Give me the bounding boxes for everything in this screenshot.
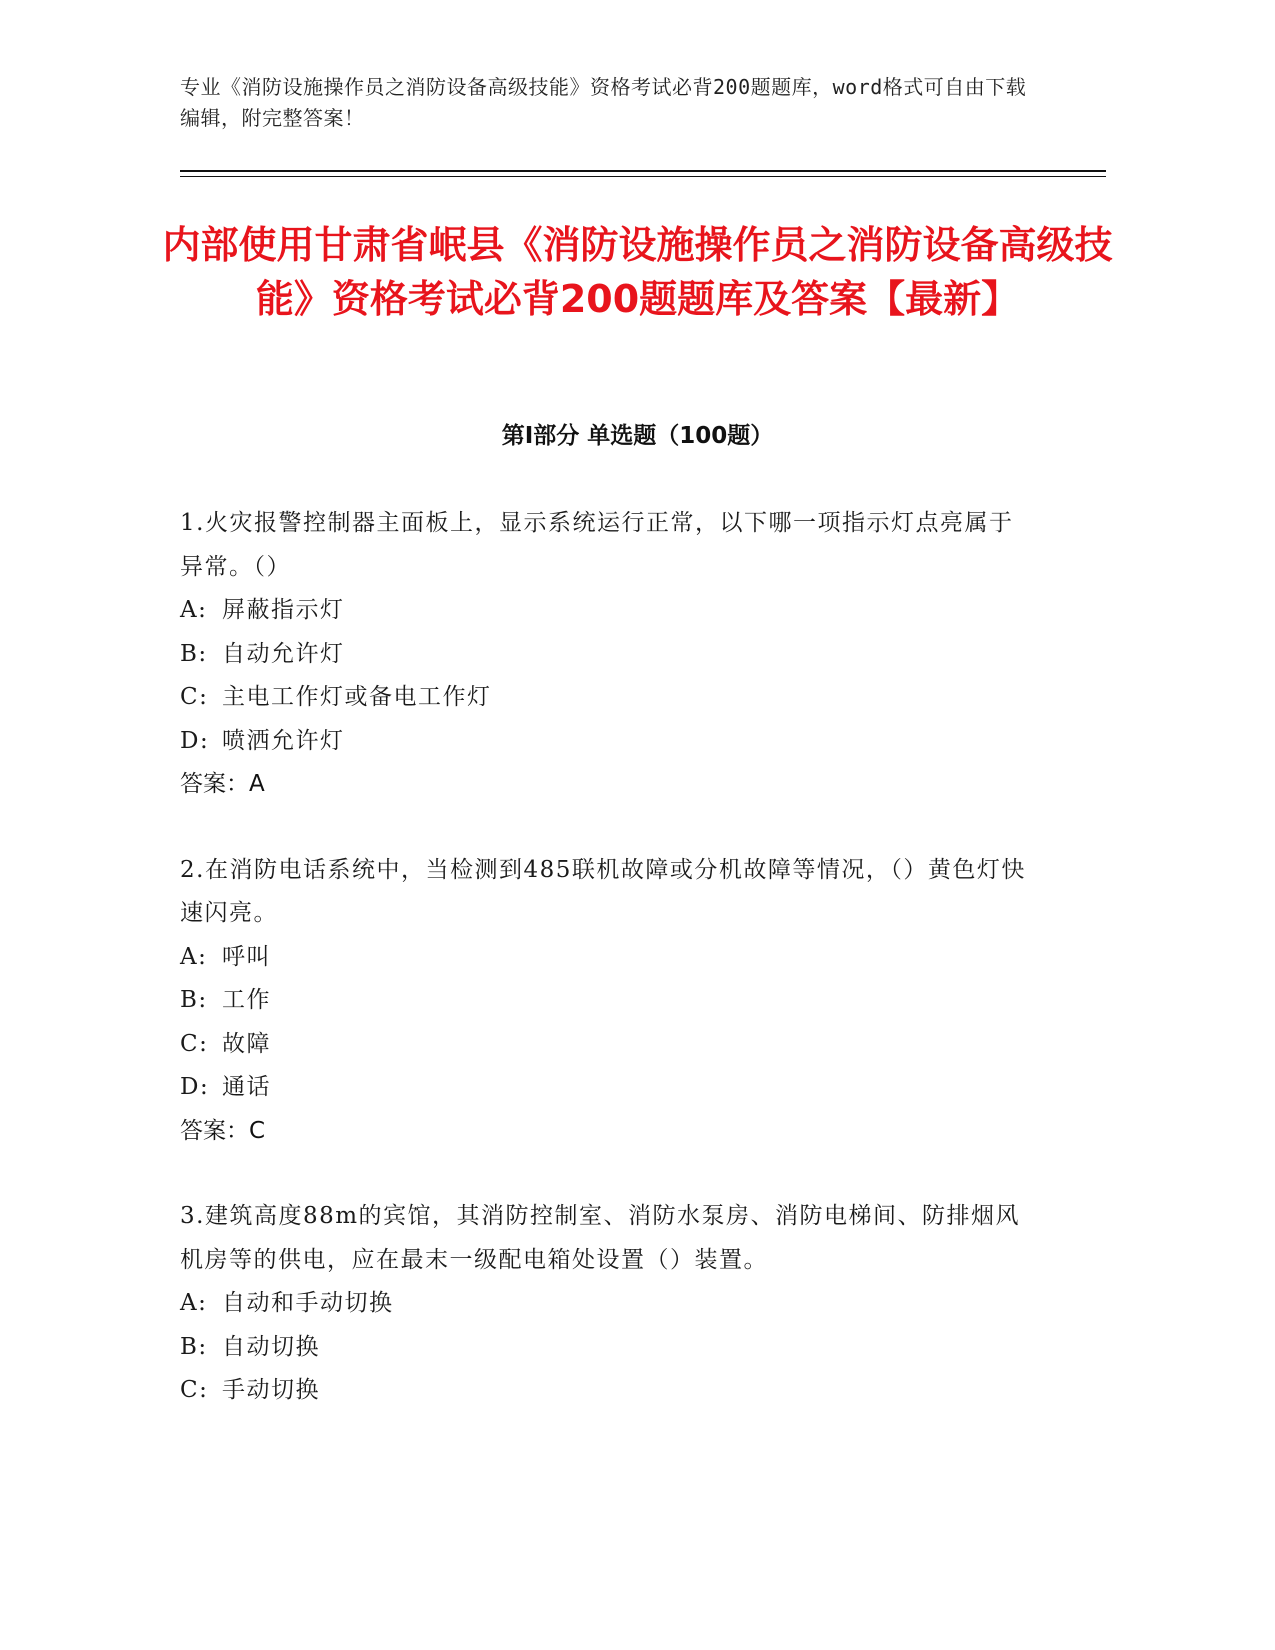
option-key: C:	[180, 1030, 209, 1057]
option-b	[180, 1326, 1030, 1370]
question-1	[180, 502, 1030, 807]
option-text: 手动切换	[222, 1377, 320, 1403]
question-2	[180, 849, 1030, 1154]
option-d	[180, 720, 1030, 764]
option-key: C:	[180, 1377, 209, 1403]
option-c	[180, 676, 1030, 720]
option-key: A:	[180, 1290, 208, 1316]
question-text: 3.建筑高度88m的宾馆，其消防控制室、消防水泵房、消防电梯间、防排烟风机房等的供电，应在最末一级配电箱处设置（）装置。	[180, 1203, 1021, 1273]
option-text: 屏蔽指示灯	[222, 597, 345, 623]
question-3	[180, 1195, 1030, 1413]
option-a	[180, 1282, 1030, 1326]
option-a	[180, 589, 1030, 633]
option-a	[180, 936, 1030, 980]
option-text: 喷洒允许灯	[222, 727, 345, 754]
header-rule-thin	[180, 176, 1106, 177]
option-key: A:	[180, 943, 208, 970]
question-list	[180, 502, 1030, 1455]
option-b	[180, 633, 1030, 677]
option-key: C:	[180, 684, 209, 710]
option-text: 自动和手动切换	[222, 1290, 394, 1316]
header-rule-thick	[180, 170, 1106, 172]
option-key: B:	[180, 987, 208, 1013]
option-key: A:	[180, 597, 208, 623]
option-text: 自动允许灯	[222, 640, 345, 667]
option-text: 通话	[222, 1074, 271, 1100]
option-key: D:	[180, 1074, 210, 1100]
option-d	[180, 1066, 1030, 1110]
option-b	[180, 979, 1030, 1023]
option-text: 工作	[222, 987, 271, 1013]
header-note: 专业《消防设施操作员之消防设备高级技能》资格考试必背200题题库，word格式可自由下载编辑，附完整答案！	[180, 75, 1027, 130]
question-text: 1.火灾报警控制器主面板上，显示系统运行正常，以下哪一项指示灯点亮属于异常。（）	[180, 510, 1014, 580]
section-heading: 第Ⅰ部分 单选题（100题）	[501, 423, 774, 449]
option-key: B:	[180, 1333, 208, 1360]
option-c	[180, 1369, 1030, 1413]
option-text: 呼叫	[222, 943, 271, 970]
option-c	[180, 1023, 1030, 1067]
option-text: 主电工作灯或备电工作灯	[222, 684, 492, 710]
option-key: D:	[180, 727, 210, 754]
answer-line: 答案：C	[180, 1117, 266, 1144]
option-text: 故障	[222, 1030, 271, 1057]
option-text: 自动切换	[222, 1333, 320, 1360]
document-title: 内部使用甘肃省岷县《消防设施操作员之消防设备高级技能》资格考试必背200题题库及答案【最新】	[162, 223, 1113, 321]
option-key: B:	[180, 640, 208, 667]
question-text: 2.在消防电话系统中，当检测到485联机故障或分机故障等情况，（）黄色灯快速闪亮。	[180, 856, 1026, 926]
answer-line: 答案：A	[180, 771, 265, 797]
